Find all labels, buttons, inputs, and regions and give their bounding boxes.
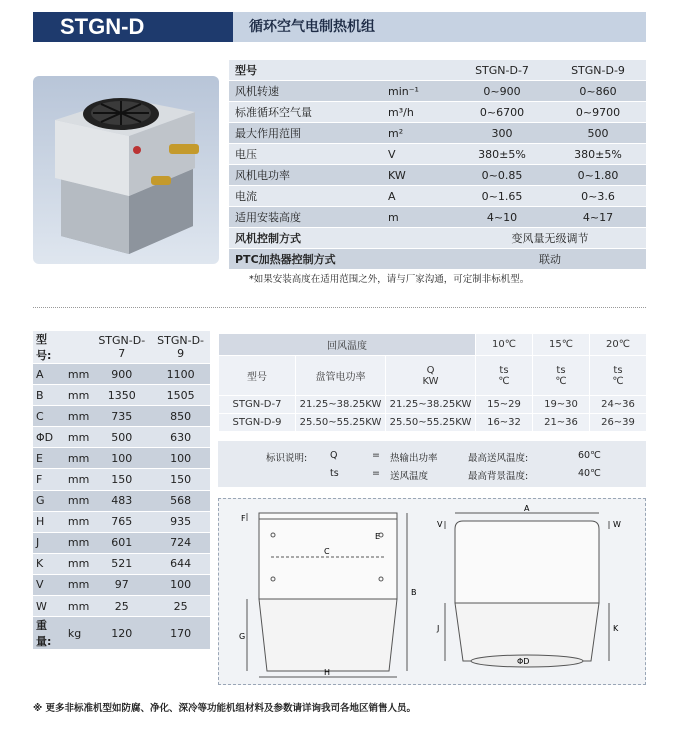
cell: STGN-D-7 bbox=[454, 60, 550, 81]
q-unit: KW bbox=[422, 375, 439, 387]
dims-row bbox=[33, 617, 210, 650]
cell: 644 bbox=[151, 553, 210, 574]
spec-row bbox=[229, 123, 646, 144]
spec-row bbox=[229, 165, 646, 186]
cell: mm bbox=[65, 385, 92, 406]
legend-ts: ts bbox=[330, 468, 339, 479]
cell: PTC加热器控制方式 bbox=[229, 249, 454, 270]
cell bbox=[590, 356, 647, 396]
cell: 重量: bbox=[33, 617, 65, 650]
dims-row bbox=[33, 511, 210, 532]
legend-max-supply: 最高送风温度: bbox=[468, 453, 529, 464]
cell: 850 bbox=[151, 406, 210, 427]
cell: 500 bbox=[550, 123, 646, 144]
cell: 风机电功率 bbox=[229, 165, 382, 186]
ts-unit: ℃ bbox=[612, 375, 624, 387]
dims-header-row bbox=[33, 331, 210, 364]
cell: 0~1.65 bbox=[454, 186, 550, 207]
spec-table bbox=[229, 60, 646, 270]
cell: 21.25~38.25KW bbox=[386, 396, 476, 414]
cell: m bbox=[382, 207, 454, 228]
cell: mm bbox=[65, 553, 92, 574]
cell: 1100 bbox=[151, 364, 210, 385]
cell: 19~30 bbox=[533, 396, 590, 414]
cell: 25.50~55.25KW bbox=[296, 414, 386, 432]
cell: 15℃ bbox=[533, 334, 590, 356]
perf-row bbox=[219, 414, 647, 432]
cell: 150 bbox=[92, 469, 151, 490]
dim-label-H: H bbox=[324, 668, 331, 677]
cell: 0~9700 bbox=[550, 102, 646, 123]
cell: mm bbox=[65, 406, 92, 427]
cell: 0~900 bbox=[454, 81, 550, 102]
cell: 100 bbox=[151, 448, 210, 469]
legend-box bbox=[218, 441, 646, 487]
cell: ΦD bbox=[33, 427, 65, 448]
dims-row bbox=[33, 574, 210, 595]
spec-row bbox=[229, 207, 646, 228]
cell: 380±5% bbox=[550, 144, 646, 165]
product-title: 循环空气电制热机组 bbox=[233, 12, 646, 42]
cell: 935 bbox=[151, 511, 210, 532]
performance-table bbox=[218, 333, 647, 432]
cell: 0~3.6 bbox=[550, 186, 646, 207]
cell: 风机转速 bbox=[229, 81, 382, 102]
cell: 20℃ bbox=[590, 334, 647, 356]
cell: 电压 bbox=[229, 144, 382, 165]
cell: mm bbox=[65, 596, 92, 617]
cell: mm bbox=[65, 511, 92, 532]
ts-label: ts bbox=[499, 364, 509, 376]
cell: 1350 bbox=[92, 385, 151, 406]
cell: mm bbox=[65, 469, 92, 490]
cell: 10℃ bbox=[476, 334, 533, 356]
cell: KW bbox=[382, 165, 454, 186]
cell: 25.50~55.25KW bbox=[386, 414, 476, 432]
cell: 25 bbox=[151, 596, 210, 617]
cell: STGN-D-9 bbox=[219, 414, 296, 432]
cell bbox=[386, 356, 476, 396]
cell: 联动 bbox=[454, 249, 646, 270]
legend-eq: = bbox=[372, 468, 380, 479]
cell: 21.25~38.25KW bbox=[296, 396, 386, 414]
cell: 1505 bbox=[151, 385, 210, 406]
cell: 适用安装高度 bbox=[229, 207, 382, 228]
cell: 97 bbox=[92, 574, 151, 595]
cell: 盘管电功率 bbox=[296, 356, 386, 396]
cell: 100 bbox=[92, 448, 151, 469]
dimension-drawing bbox=[218, 498, 646, 685]
install-height-note: *如果安装高度在适用范围之外，请与厂家沟通，可定制非标机型。 bbox=[249, 274, 530, 285]
dim-label-W: W bbox=[613, 520, 621, 529]
legend-max-supply-value: 60℃ bbox=[578, 450, 601, 461]
cell: 型号 bbox=[219, 356, 296, 396]
ts-label: ts bbox=[556, 364, 566, 376]
cell: 120 bbox=[92, 617, 151, 650]
cell: STGN-D-9 bbox=[550, 60, 646, 81]
dims-row bbox=[33, 553, 210, 574]
heater-unit-illustration bbox=[33, 76, 219, 264]
cell: mm bbox=[65, 364, 92, 385]
cell: J bbox=[33, 532, 65, 553]
cell: 4~10 bbox=[454, 207, 550, 228]
spec-row bbox=[229, 249, 646, 270]
cell bbox=[476, 356, 533, 396]
cell: V bbox=[382, 144, 454, 165]
cell: 100 bbox=[151, 574, 210, 595]
ts-unit: ℃ bbox=[555, 375, 567, 387]
cell: STGN-D-7 bbox=[92, 331, 151, 364]
cell: 0~1.80 bbox=[550, 165, 646, 186]
cell: 回风温度 bbox=[219, 334, 476, 356]
cell: 900 bbox=[92, 364, 151, 385]
perf-row-header bbox=[219, 356, 647, 396]
cell: E bbox=[33, 448, 65, 469]
spec-row bbox=[229, 186, 646, 207]
cell bbox=[382, 60, 454, 81]
spec-header-row bbox=[229, 60, 646, 81]
legend-q: Q bbox=[330, 450, 338, 461]
legend-ts-desc: 送风温度 bbox=[390, 471, 429, 482]
cell: 630 bbox=[151, 427, 210, 448]
q-label: Q bbox=[426, 364, 435, 376]
cell: min⁻¹ bbox=[382, 81, 454, 102]
cell: mm bbox=[65, 574, 92, 595]
cell: m² bbox=[382, 123, 454, 144]
cell bbox=[65, 331, 92, 364]
cell: 0~0.85 bbox=[454, 165, 550, 186]
cell: 16~32 bbox=[476, 414, 533, 432]
dim-label-C: C bbox=[324, 547, 330, 556]
dimension-table bbox=[33, 331, 210, 650]
cell: 风机控制方式 bbox=[229, 228, 454, 249]
dim-label-J: J bbox=[437, 624, 440, 633]
cell: 601 bbox=[92, 532, 151, 553]
legend-q-desc: 热输出功率 bbox=[390, 453, 438, 464]
cell: kg bbox=[65, 617, 92, 650]
cell: 765 bbox=[92, 511, 151, 532]
cell: 型号: bbox=[33, 331, 65, 364]
cell: V bbox=[33, 574, 65, 595]
cell: mm bbox=[65, 427, 92, 448]
dim-label-V: V bbox=[437, 520, 443, 529]
cell: 25 bbox=[92, 596, 151, 617]
cell: 0~6700 bbox=[454, 102, 550, 123]
dimension-diagram bbox=[219, 499, 645, 684]
cell: 500 bbox=[92, 427, 151, 448]
dim-label-E: E bbox=[375, 532, 381, 541]
footer-note: ※ 更多非标准机型如防腐、净化、深冷等功能机组材料及参数请详询我司各地区销售人员。 bbox=[33, 703, 417, 714]
legend-max-bg-value: 40℃ bbox=[578, 468, 601, 479]
dims-row bbox=[33, 532, 210, 553]
cell: F bbox=[33, 469, 65, 490]
dims-row bbox=[33, 427, 210, 448]
cell: 150 bbox=[151, 469, 210, 490]
cell: STGN-D-9 bbox=[151, 331, 210, 364]
perf-row-temps bbox=[219, 334, 647, 356]
dim-label-B: B bbox=[411, 588, 417, 597]
legend-max-bg: 最高背景温度: bbox=[468, 471, 529, 482]
dims-row bbox=[33, 385, 210, 406]
model-title: STGN-D bbox=[33, 12, 233, 42]
cell: 380±5% bbox=[454, 144, 550, 165]
dims-row bbox=[33, 596, 210, 617]
cell: 521 bbox=[92, 553, 151, 574]
cell: 最大作用范围 bbox=[229, 123, 382, 144]
ts-unit: ℃ bbox=[498, 375, 510, 387]
cell: 15~29 bbox=[476, 396, 533, 414]
cell: B bbox=[33, 385, 65, 406]
dims-row bbox=[33, 406, 210, 427]
cell: mm bbox=[65, 448, 92, 469]
cell: W bbox=[33, 596, 65, 617]
cell: 0~860 bbox=[550, 81, 646, 102]
legend-title: 标识说明: bbox=[266, 453, 308, 464]
section-divider bbox=[33, 307, 646, 308]
cell: mm bbox=[65, 490, 92, 511]
dims-row bbox=[33, 448, 210, 469]
dims-row bbox=[33, 490, 210, 511]
cell: 483 bbox=[92, 490, 151, 511]
legend-eq: = bbox=[372, 450, 380, 461]
cell: 24~36 bbox=[590, 396, 647, 414]
cell: A bbox=[33, 364, 65, 385]
cell: G bbox=[33, 490, 65, 511]
perf-row bbox=[219, 396, 647, 414]
cell: 568 bbox=[151, 490, 210, 511]
spec-row bbox=[229, 102, 646, 123]
cell: 300 bbox=[454, 123, 550, 144]
cell: mm bbox=[65, 532, 92, 553]
cell: A bbox=[382, 186, 454, 207]
spec-row bbox=[229, 81, 646, 102]
cell: 标准循环空气量 bbox=[229, 102, 382, 123]
dim-label-K: K bbox=[613, 624, 619, 633]
cell: STGN-D-7 bbox=[219, 396, 296, 414]
ts-label: ts bbox=[613, 364, 623, 376]
cell bbox=[533, 356, 590, 396]
dim-label-F: F bbox=[241, 514, 246, 523]
cell: C bbox=[33, 406, 65, 427]
dims-row bbox=[33, 364, 210, 385]
cell: H bbox=[33, 511, 65, 532]
cell: 21~36 bbox=[533, 414, 590, 432]
cell: 电流 bbox=[229, 186, 382, 207]
cell: 170 bbox=[151, 617, 210, 650]
cell: 735 bbox=[92, 406, 151, 427]
cell: 4~17 bbox=[550, 207, 646, 228]
cell: 26~39 bbox=[590, 414, 647, 432]
cell: K bbox=[33, 553, 65, 574]
spec-row bbox=[229, 144, 646, 165]
spec-row bbox=[229, 228, 646, 249]
dims-row bbox=[33, 469, 210, 490]
dim-label-A: A bbox=[524, 504, 530, 513]
cell: 724 bbox=[151, 532, 210, 553]
dim-label-G: G bbox=[239, 632, 246, 641]
cell: m³/h bbox=[382, 102, 454, 123]
cell: 变风量无级调节 bbox=[454, 228, 646, 249]
dim-label-D: ΦD bbox=[517, 657, 530, 666]
product-photo bbox=[33, 76, 219, 264]
cell: 型号 bbox=[229, 60, 382, 81]
